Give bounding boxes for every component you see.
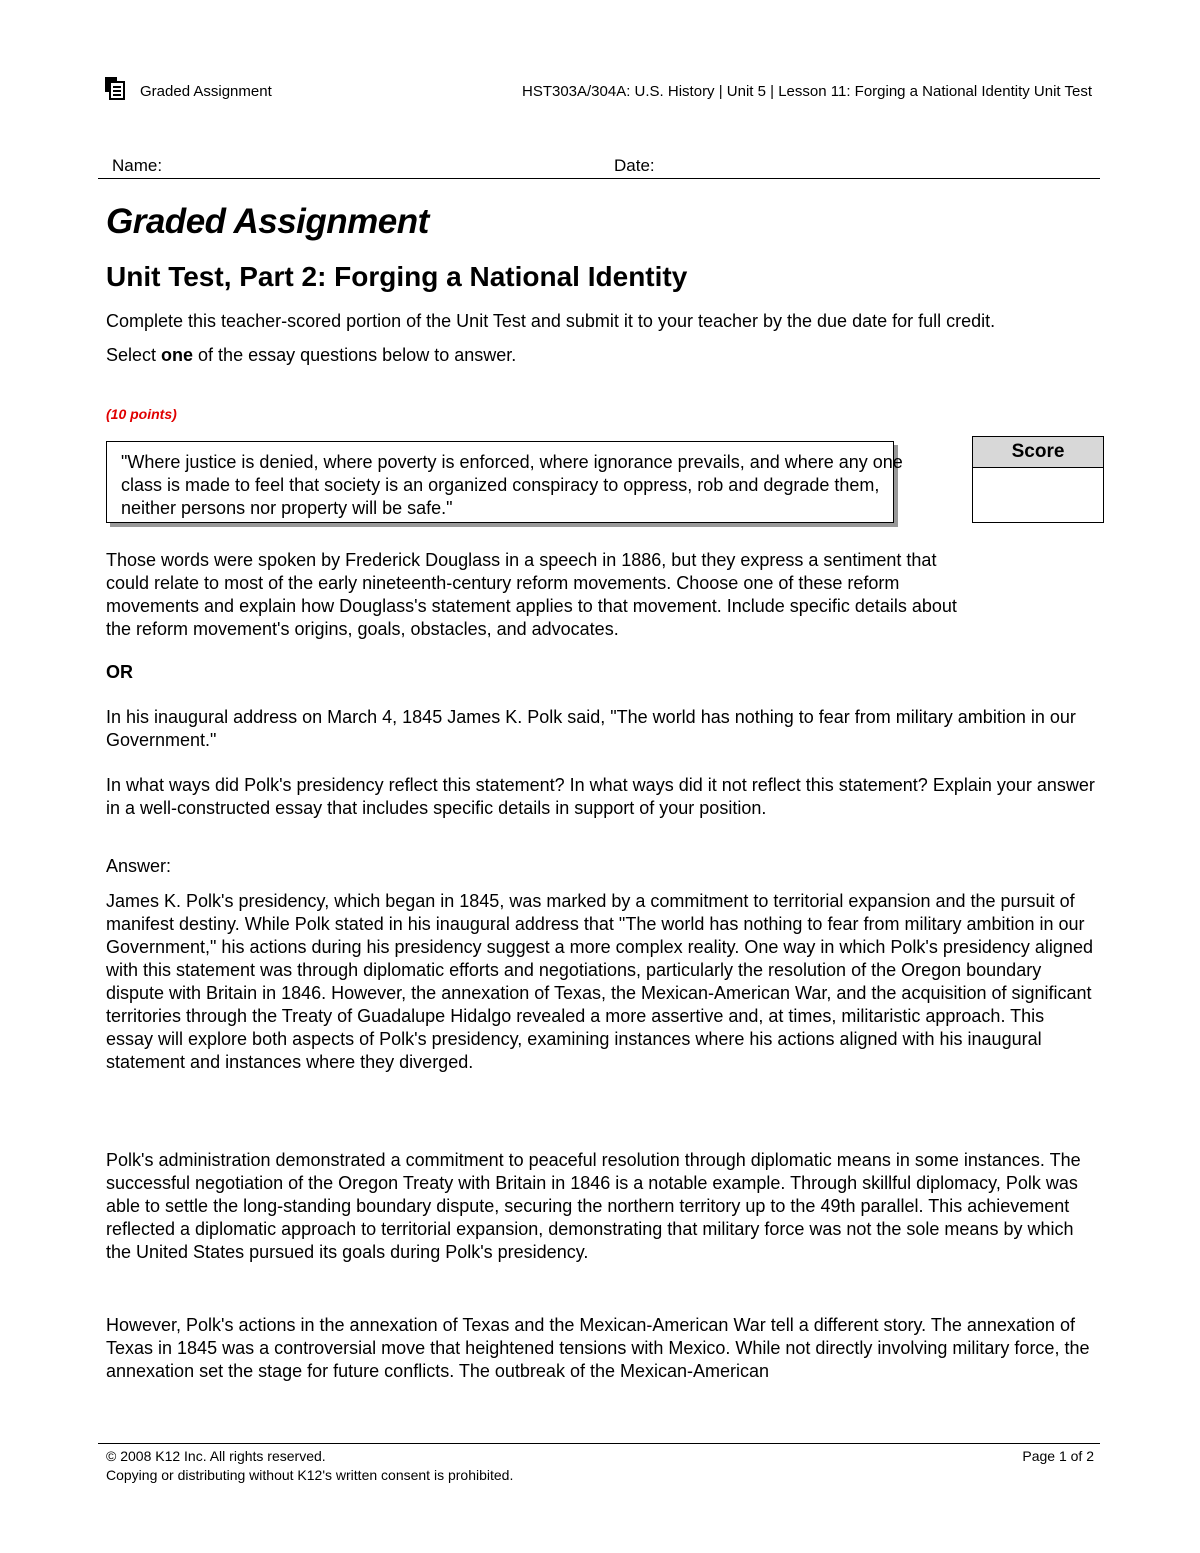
douglass-prompt: Those words were spoken by Frederick Douglass in a speech in 1886, but they express a sentiment that could relate to most of the early nineteenth-century reform movements. Choose one of these reform movements and explain how Douglass's statement applies to that movement. Include specific details about the reform movement's origins, goals, obstacles, and advocates. <box>106 550 957 639</box>
instructions-suffix: of the essay questions below to answer. <box>193 345 517 365</box>
name-date-row <box>98 154 1100 179</box>
answer-label: Answer: <box>106 856 172 876</box>
or-label: OR <box>106 662 133 682</box>
document-icon <box>104 76 126 100</box>
answer-paragraph: James K. Polk's presidency, which began in 1845, was marked by a commitment to territorial expansion and the pursuit of manifest destiny. While Polk stated in his inaugural address that "The world has nothing to fear from military ambition in our Government," his actions during his presidency suggest a more complex reality. One way in which Polk's presidency aligned with this statement was through diplomatic efforts and negotiations, particularly the resolution of the Oregon boundary dispute with Britain in 1846. However, the annexation of Texas, the Mexican-American War, and the acquisition of significant territories through the Treaty of Guadalupe Hidalgo revealed a more assertive and, at times, militaristic approach. This essay will explore both aspects of Polk's presidency, examining instances where his actions aligned with his inaugural statement and instances where they diverged. <box>106 891 1093 1072</box>
answer-paragraph: Polk's administration demonstrated a commitment to peaceful resolution through diplomatic means in some instances. The successful negotiation of the Oregon Treaty with Britain in 1846 is a notable example. Through skillful diplomacy, Polk was able to settle the long-standing boundary dispute, securing the northern territory up to the 49th parallel. This achievement reflected a diplomatic approach to territorial expansion, demonstrating that military force was not the sole means by which the United States pursued its goals during Polk's presidency. <box>106 1150 1081 1262</box>
score-box <box>972 436 1104 523</box>
instructions-prefix: Select <box>106 345 162 365</box>
page-footer <box>98 1443 1100 1483</box>
douglass-quote: "Where justice is denied, where poverty is enforced, where ignorance prevails, and where any one class is made to feel that society is an organized conspiracy to oppress, rob and degrade them, neither persons nor property will be safe." <box>121 452 903 518</box>
header-left-title: Graded Assignment <box>140 83 272 100</box>
instructions-emphasis: one <box>161 345 194 365</box>
name-label: Name: <box>112 156 163 175</box>
header-course-title: HST303A/304A: U.S. History | Unit 5 | Lesson 11: Forging a National Identity Unit Test <box>521 83 1092 100</box>
score-label: Score <box>973 437 1103 468</box>
page-title: Graded Assignment <box>106 202 429 241</box>
copying-notice: Copying or distributing without K12's written consent is prohibited. <box>106 1467 514 1483</box>
instructions-line-1: Complete this teacher-scored portion of the Unit Test and submit it to your teacher by the due date for full credit. <box>106 311 996 331</box>
page-subtitle: Unit Test, Part 2: Forging a National Identity <box>106 261 688 292</box>
points-label: (10 points) <box>106 406 177 422</box>
date-label: Date: <box>614 156 655 175</box>
instructions-line-2 <box>106 344 1106 367</box>
polk-quote: In his inaugural address on March 4, 1845 James K. Polk said, "The world has nothing to fear from military ambition in our Government." <box>106 707 1076 750</box>
quote-box <box>106 441 903 523</box>
page-number: Page 1 of 2 <box>1022 1448 1094 1464</box>
answer-paragraph: However, Polk's actions in the annexation of Texas and the Mexican-American War tell a different story. The annexation of Texas in 1845 was a controversial move that heightened tensions with Mexico. While not directly involving military force, the annexation set the stage for future conflicts. The outbreak of the Mexican-American <box>106 1315 1090 1381</box>
copyright-text: © 2008 K12 Inc. All rights reserved. <box>106 1448 326 1464</box>
polk-question: In what ways did Polk's presidency reflect this statement? In what ways did it not reflect this statement? Explain your answer in a well-constructed essay that includes specific details in support of your position. <box>106 775 1095 818</box>
page-header <box>104 76 1092 108</box>
